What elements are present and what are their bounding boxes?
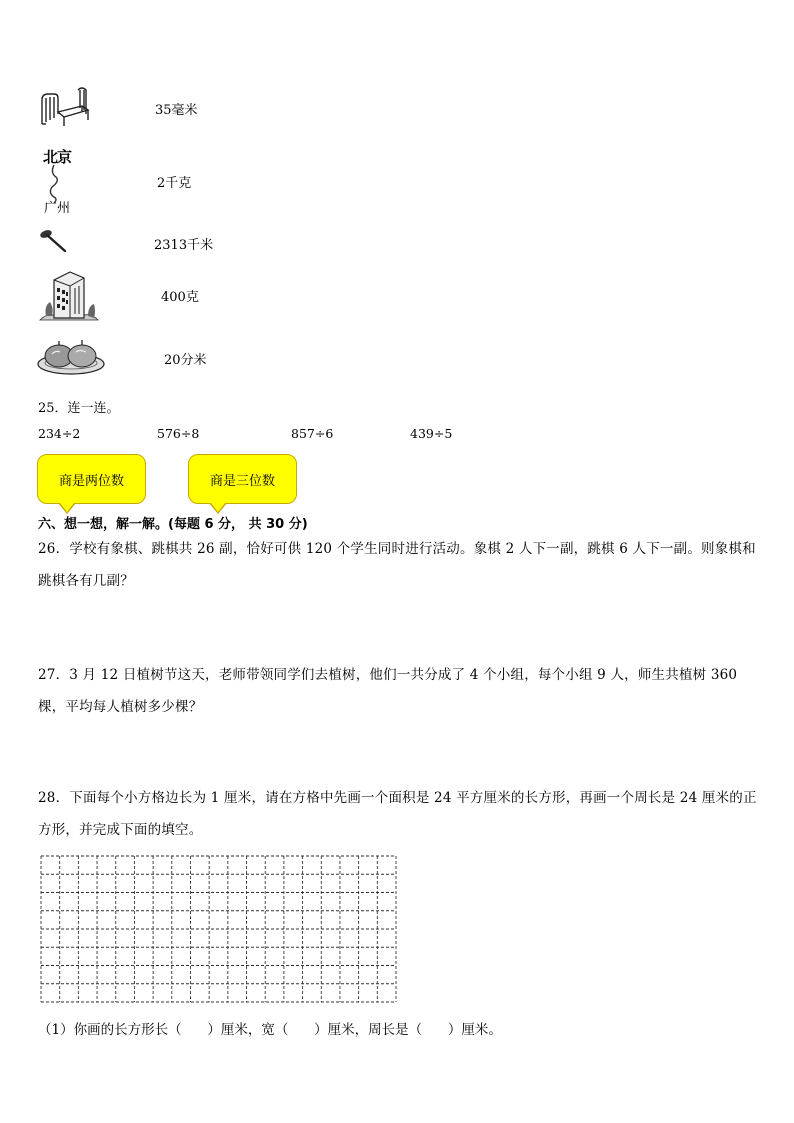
fill-in-blank: （1）你画的长方形长（ ）厘米，宽（ ）厘米，周长是（ ）厘米。 [38, 1022, 502, 1038]
answer-bubble-three-digit [188, 454, 297, 504]
value-label: 400克 [161, 290, 199, 305]
section-title: 六、想一想，解一解。(每题 6 分， 共 30 分) [38, 517, 308, 532]
question-26: 26．学校有象棋、跳棋共 26 副，恰好可供 120 个学生同时进行活动。象棋 2 人下一副，跳棋 6 人下一副。则象棋和跳棋各有几副？ [38, 541, 756, 589]
expression-4: 439÷5 [410, 426, 453, 441]
map-route-icon [40, 143, 80, 217]
map-city-top: 北京 [43, 148, 72, 166]
building-icon [38, 266, 100, 322]
value-label: 20分米 [164, 353, 207, 368]
answer-bubble-two-digit [37, 454, 146, 504]
q25-title: 25．连一连。 [38, 401, 120, 416]
nail-icon [38, 228, 70, 254]
expression-3: 857÷6 [291, 426, 334, 441]
expression-2: 576÷8 [157, 426, 200, 441]
map-city-bottom: 广州 [44, 201, 71, 216]
bubble-label: 商是两位数 [58, 473, 124, 489]
bubble-label: 商是三位数 [209, 473, 275, 489]
bed-icon [38, 84, 92, 128]
expression-1: 234÷2 [38, 426, 81, 441]
value-label: 2313千米 [154, 238, 214, 253]
square-grid[interactable] [40, 855, 398, 1007]
question-28: 28．下面每个小方格边长为 1 厘米，请在方格中先画一个面积是 24 平方厘米的长方形，再画一个周长是 24 厘米的正方形，并完成下面的填空。 [38, 790, 757, 838]
value-label: 2千克 [157, 176, 192, 191]
apples-plate-icon [36, 336, 106, 376]
question-27: 27．3 月 12 日植树节这天，老师带领同学们去植树，他们一共分成了 4 个小组，每个小组 9 人，师生共植树 360 棵，平均每人植树多少棵？ [38, 667, 738, 715]
value-label: 35毫米 [155, 103, 198, 118]
